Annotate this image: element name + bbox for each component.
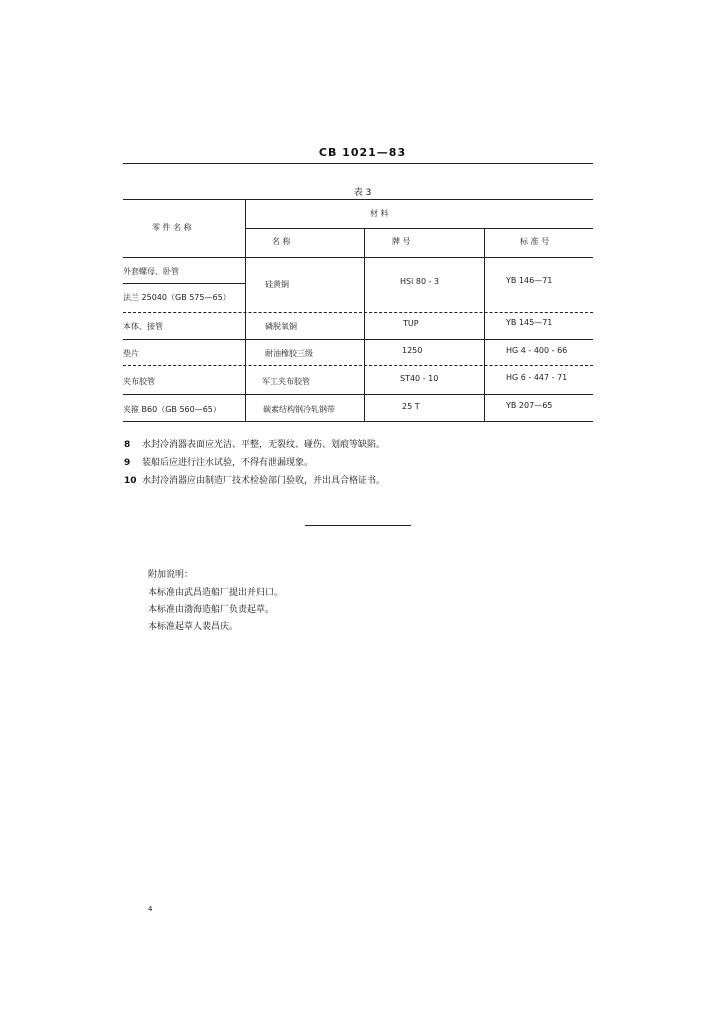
table-vline-1 [245,199,246,421]
row1-rule [123,312,593,313]
section-separator [305,525,411,526]
note-item [124,437,385,450]
table-cell-std: YB 146—71 [506,276,553,285]
table-bottom-rule [123,421,593,422]
table-cell-std: HG 6 - 447 - 71 [506,373,568,382]
table-cell-name: 磷脱氧铜 [265,322,297,331]
table-cell-name: 碳素结构钢冷轧钢带 [263,405,335,414]
note-number: 10 [124,476,137,486]
note-number: 8 [124,440,131,450]
subheader-grade: 牌 号 [392,237,411,246]
table-cell-name: 耐油橡胶三级 [265,349,313,358]
col-header-material: 材 料 [370,209,389,218]
page-number: 4 [148,905,153,913]
table-cell-std: YB 207—65 [506,401,553,410]
appendix-line: 本标准由武昌造船厂提出并归口。 [148,588,284,598]
table-caption: 表 3 [353,188,372,198]
appendix-line: 本标准起草人裴昌庆。 [148,622,239,632]
table-cell-std: HG 4 - 400 - 66 [506,346,568,355]
table-cell-part: 夹布胶管 [123,377,155,386]
table-cell-name: 军工夹布胶管 [262,377,310,386]
note-text: 水封冷消器应由制造厂技术检验部门验收，并出具合格证书。 [142,476,386,486]
row1-part-divider [123,283,245,284]
appendix-line: 本标准由渤海造船厂负责起草。 [148,605,275,615]
table-cell-grade: 25 T [402,402,420,411]
table-cell-part: 垫片 [123,349,139,358]
subheader-name: 名 称 [272,237,291,246]
table-cell-part: 夹箍 B60（GB 560—65） [123,405,221,414]
header-bottom-rule [123,257,593,258]
subheader-standard: 标 准 号 [520,237,550,246]
col-header-part: 零 件 名 称 [152,223,192,232]
note-number: 9 [124,458,131,468]
note-text: 水封冷消器表面应光洁、平整，无裂纹、碰伤、划痕等缺陷。 [142,440,386,450]
header-rule [123,163,593,164]
appendix-title: 附加说明： [148,570,194,580]
row2-rule [123,339,593,340]
table-cell-grade: TUP [403,319,419,328]
table-cell-grade: HSi 80 - 3 [400,277,440,286]
standard-code: CB 1021—83 [318,146,407,159]
row3-rule [123,365,593,366]
row4-rule [123,394,593,395]
table-cell-part: 本体、接管 [123,322,163,331]
table-cell-part: 外套螺母、卧管 [123,267,179,276]
table-cell-std: YB 145—71 [506,318,553,327]
table-cell-name: 硅黄铜 [265,280,289,289]
note-text: 装船后应进行注水试验，不得有泄漏现象。 [142,458,314,468]
note-item [124,455,313,468]
table-top-rule [123,199,593,200]
material-sub-rule [245,228,593,229]
table-cell-part: 法兰 25040（GB 575—65） [123,293,231,302]
note-item [124,473,385,486]
table-cell-grade: ST40 - 10 [400,374,439,383]
table-cell-grade: 1250 [402,346,423,355]
